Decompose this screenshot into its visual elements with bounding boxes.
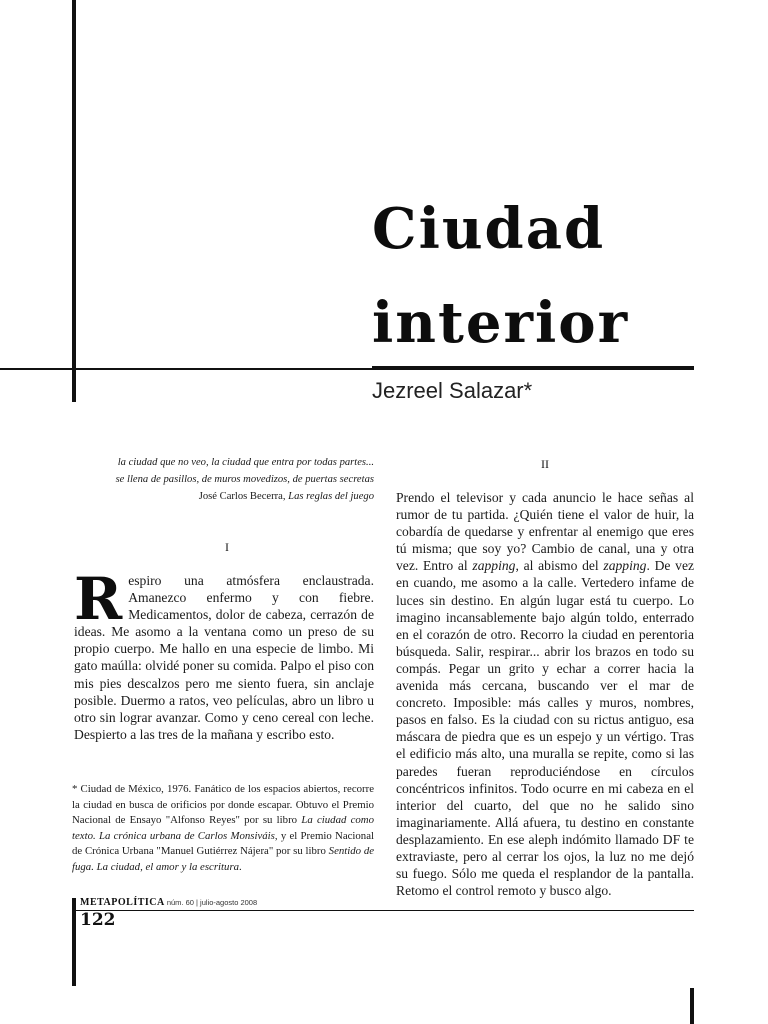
epigraph-line-2: se llena de pasillos, de muros movedizos, de puertas secretas: [115, 474, 374, 485]
left-vertical-rule: [72, 0, 76, 402]
section-2-text-b: , al abismo del: [515, 558, 599, 574]
epigraph-source: [80, 488, 374, 505]
page-number: 122: [80, 910, 116, 930]
section-2-text-c: . De vez en cuando, me asomo a la calle. Vertedero infame de luces sin destino. En algún lugar está tu cuerpo. Lo imagino incansablemente bajo algún toldo, enterrado en el corazón de otro. Recorro la ciudad en perentoria búsqueda. Salir, respirar... abrir los brazos en todo su compás. Pegar un grito y echar a correr hacia la avenida más cercana, buscando ver el mar de concreto. Imposible: más calles y muros, nombres, pasos en falso. Es la ciudad con su rictus antiguo, esa máscara de piedra que es un espejo y un vértigo. Tras el edificio más alto, una muralla se repite, como si las paredes fueran reproduciéndose en círculos concéntricos infinitos. Todo ocurre en mi cabeza en el interior del cuarto, del que no he salido sino imaginariamente. Allá afuera, tu destino en constante desplazamiento. En ese aleph indómito llamado DF te extraviaste, pero al cerrar los ojos, la luz no me dejó su fuego. Sólo me queda el resplandor de la pantalla. Retomo el control remoto y busco algo.: [396, 558, 695, 899]
author-footnote: [72, 782, 374, 876]
epigraph-line-1: la ciudad que no veo, la ciudad que entra por todas partes...: [117, 457, 374, 468]
section-number-2: II: [541, 457, 549, 471]
drop-cap: R: [74, 565, 123, 633]
section-2-body: [396, 489, 694, 899]
footnote-book-1: La ciudad como texto. La crónica urbana de Carlos Monsiváis: [72, 814, 375, 842]
header-horizontal-rule: [0, 368, 372, 370]
section-1-text: espiro una atmósfera enclaustrada. Amanezco enfermo y con fiebre. Medicamentos, dolor de cabeza, cerrazón de ideas. Me asomo a la ventana como un preso de su propio cuerpo. Me hallo en una especie de limbo. Mi gato maúlla: olvidé poner su comida. Palpo el piso con mis pies descalzos pero me siento fuera, sin anclaje posible. Duermo a ratos, veo películas, abro un libro u otro sin lograr avanzar. Como y ceno cereal con leche. Despierto a las tres de la mañana y escribo esto.: [74, 573, 374, 742]
epigraph: [80, 454, 374, 505]
article-title: [372, 182, 702, 370]
footnote-book-2: Sentido de fuga. La ciudad, el amor y la escritura: [72, 845, 375, 873]
footnote-text-1: * Ciudad de México, 1976. Fanático de los espacios abiertos, recorre la ciudad en busca de orificios por donde escapar. Obtuvo el Premio Nacional de Ensayo "Alfonso Reyes" por su libro: [72, 783, 374, 827]
section-2-zapping-1: zapping: [472, 558, 516, 574]
magazine-name: METAPOLÍTICA: [80, 897, 165, 908]
issue-info: núm. 60 | julio-agosto 2008: [166, 898, 258, 907]
epigraph-source-title: Las reglas del juego: [288, 491, 374, 502]
footnote-text-3: .: [239, 860, 242, 873]
epigraph-source-author: José Carlos Becerra,: [198, 491, 286, 502]
section-2-text-a: Prendo el televisor y cada anuncio le hace señas al rumor de tu partida. ¿Quién tiene el valor de huir, la cobardía de quedarse y enfrentar al enemigo que eres tú misma; que soy yo? Cambio de canal, una y otra vez. Entro al: [396, 490, 694, 574]
title-line-2: interior: [372, 290, 630, 356]
article-author: Jezreel Salazar*: [372, 378, 533, 403]
section-1-body: [74, 565, 374, 743]
section-2-zapping-2: zapping: [603, 558, 647, 574]
footer-horizontal-rule: [72, 910, 694, 911]
footer-vertical-rule: [72, 898, 76, 986]
section-number-1: I: [225, 540, 229, 554]
title-line-1: Ciudad: [372, 196, 606, 262]
footer-masthead: [80, 897, 257, 908]
bottom-right-rule: [690, 988, 694, 1024]
footnote-text-2: , y el Premio Nacional de Crónica Urbana "Manuel Gutiérrez Nájera" por su libro: [72, 829, 374, 858]
